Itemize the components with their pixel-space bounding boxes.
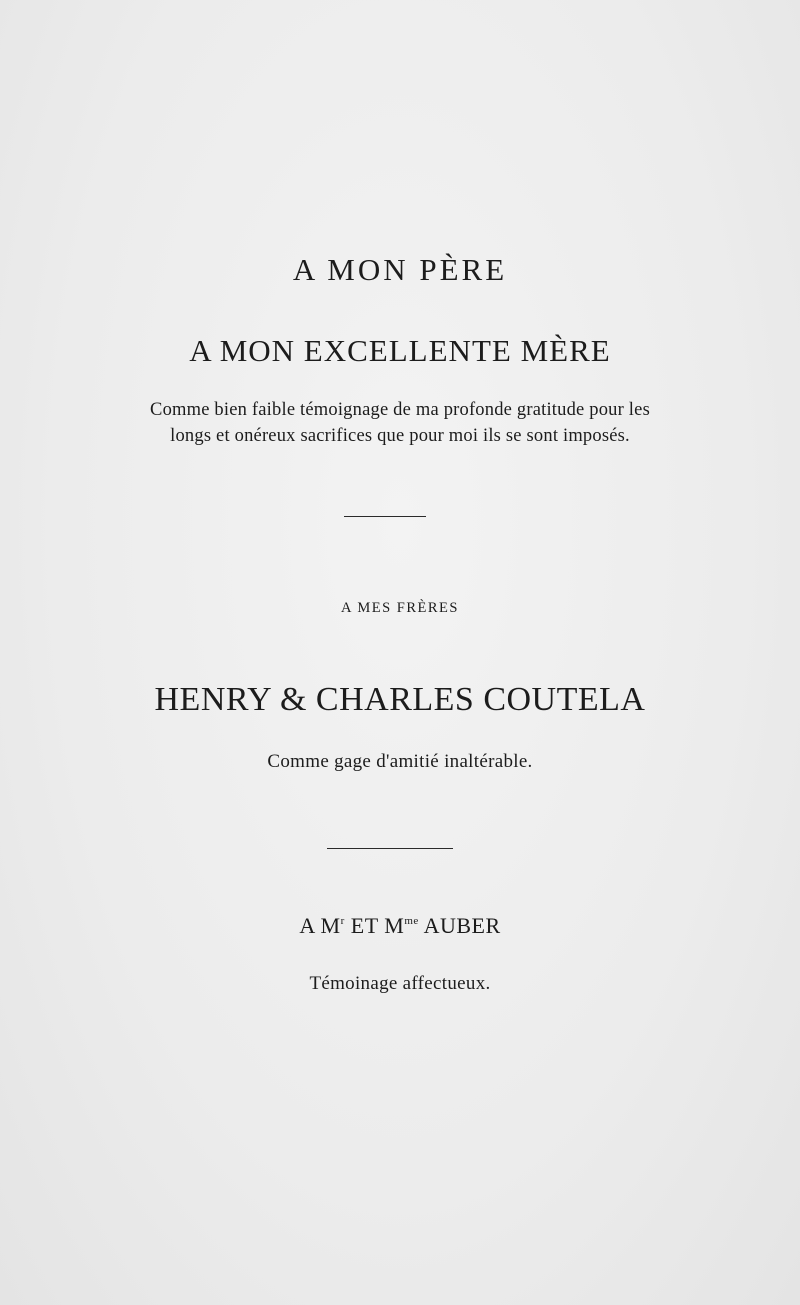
- dedication-mother-text-line-1: Comme bien faible témoignage de ma profonde gratitude pour les: [150, 400, 650, 420]
- separator-rule-2: [327, 848, 453, 849]
- dedication-auber-heading: [0, 913, 800, 939]
- separator-rule-1: [344, 516, 426, 517]
- dedication-auber-text: Témoinage affectueux.: [309, 973, 491, 994]
- dedication-brothers-text: Comme gage d'amitié inaltérable.: [267, 751, 533, 772]
- auber-name: AUBER: [418, 913, 501, 938]
- auber-superscript-mr: r: [340, 915, 345, 927]
- dedication-brothers-heading: A MES FRÈRES: [341, 600, 459, 616]
- auber-prefix: A M: [299, 913, 341, 938]
- dedication-mother-text: [0, 397, 800, 449]
- auber-middle: ET M: [344, 913, 405, 938]
- dedication-brothers-names: HENRY & CHARLES COUTELA: [154, 681, 646, 718]
- auber-superscript-mme: me: [404, 915, 419, 927]
- dedication-title-father: A MON PÈRE: [292, 252, 508, 287]
- dedication-title-mother: A MON EXCELLENTE MÈRE: [189, 333, 611, 368]
- dedication-mother-text-line-2: longs et onéreux sacrifices que pour moi ils se sont imposés.: [170, 426, 630, 446]
